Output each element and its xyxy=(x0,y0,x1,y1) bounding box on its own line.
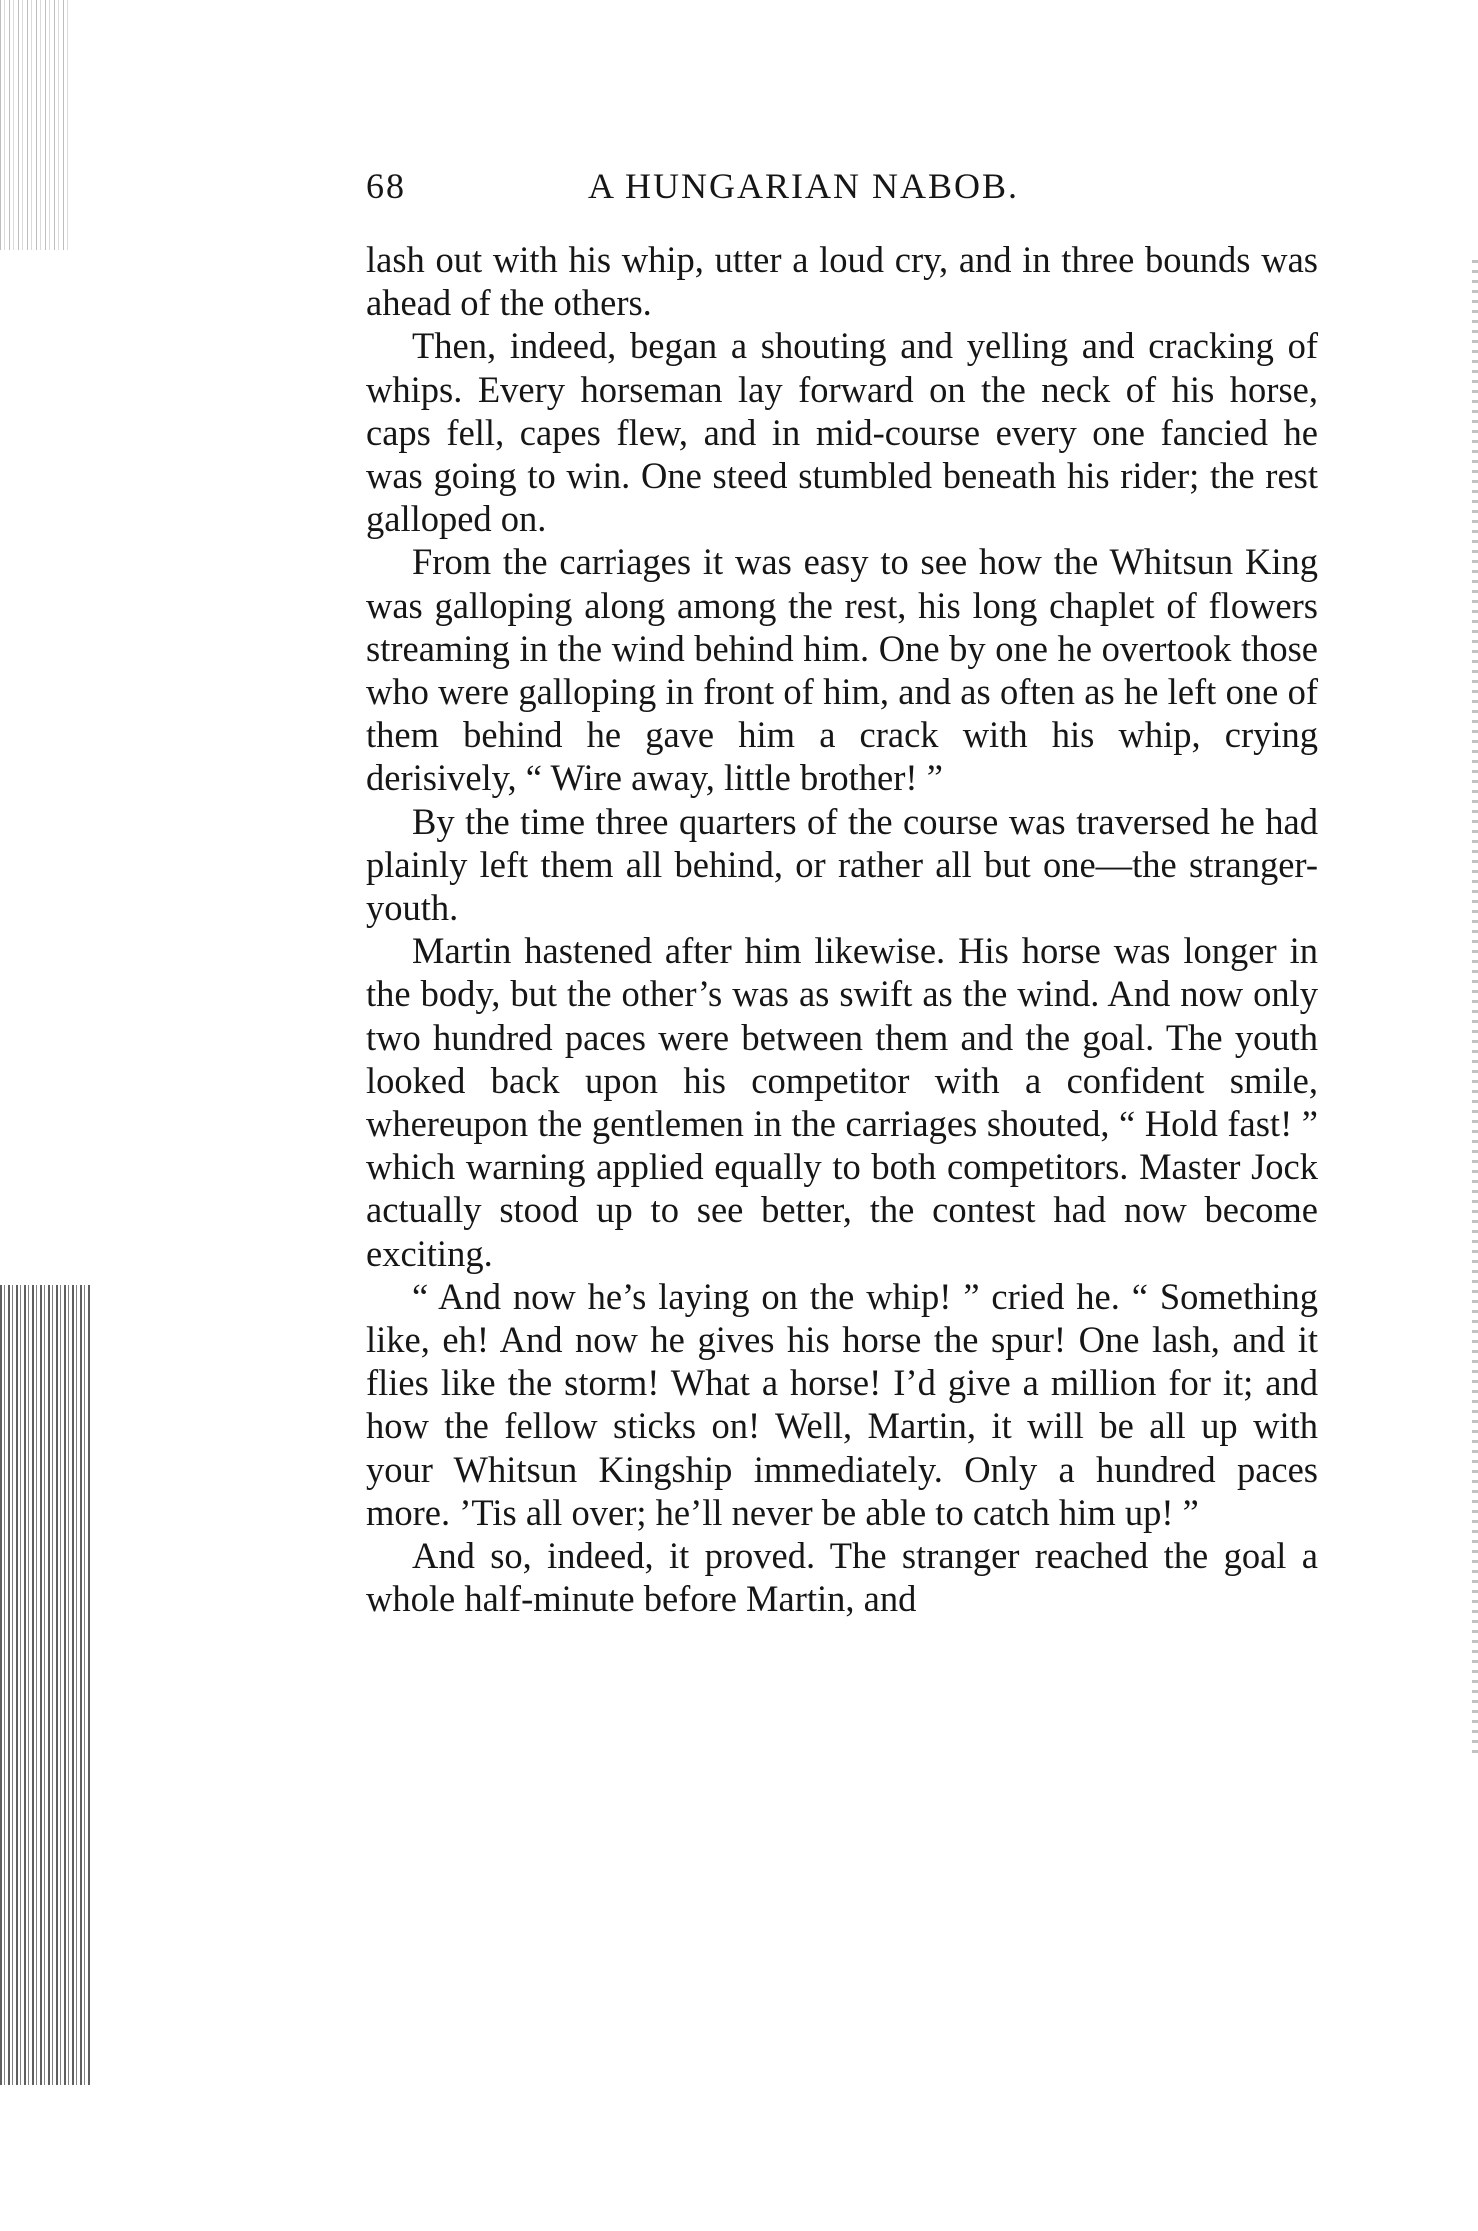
paragraph-2: Then, indeed, began a shouting and yelling and cracking of whips. Every horseman lay forward on the neck of his horse, caps fell, capes flew, and in mid-course every one fancied he was going to win. One steed stumbled beneath his rider; the rest galloped on. xyxy=(366,325,1318,540)
scan-edge-artifact-bottom xyxy=(0,1285,90,2085)
body-text xyxy=(366,238,1318,1621)
scan-edge-artifact-right xyxy=(1472,260,1478,1760)
paragraph-3: From the carriages it was easy to see how the Whitsun King was galloping along among the rest, his long chaplet of flowers streaming in the wind behind him. One by one he overtook those who were galloping in front of him, and as often as he left one of them behind he gave him a crack with his whip, crying derisively, “ Wire away, little brother! ” xyxy=(366,541,1318,799)
running-title: A HUNGARIAN NABOB. xyxy=(588,166,1020,206)
paragraph-1: lash out with his whip, utter a loud cry, and in three bounds was ahead of the others. xyxy=(366,239,1318,324)
paragraph-7: And so, indeed, it proved. The stranger reached the goal a whole half-minute before Martin, and xyxy=(366,1535,1318,1620)
paragraph-4: By the time three quarters of the course was traversed he had plainly left them all behind, or rather all but one—the stranger-youth. xyxy=(366,800,1318,929)
paragraph-6: “ And now he’s laying on the whip! ” cried he. “ Something like, eh! And now he gives his horse the spur! One lash, and it flies like the storm! What a horse! I’d give a million for it; and how the fellow sticks on! Well, Martin, it will be all up with your Whitsun Kingship immediately. Only a hundred paces more. ’Tis all over; he’ll never be able to catch him up! ” xyxy=(366,1275,1318,1533)
paragraph-5: Martin hastened after him likewise. His horse was longer in the body, but the other’s was as swift as the wind. And now only two hundred paces were between them and the goal. The youth looked back upon his competitor with a confident smile, whereupon the gentlemen in the carriages shouted, “ Hold fast! ” which warning applied equally to both competitors. Master Jock actually stood up to see better, the contest had now become exciting. xyxy=(366,930,1318,1274)
running-head xyxy=(366,160,1318,212)
scan-edge-artifact-top xyxy=(0,0,70,250)
page-number: 68 xyxy=(366,166,406,206)
book-page xyxy=(366,160,1318,1621)
